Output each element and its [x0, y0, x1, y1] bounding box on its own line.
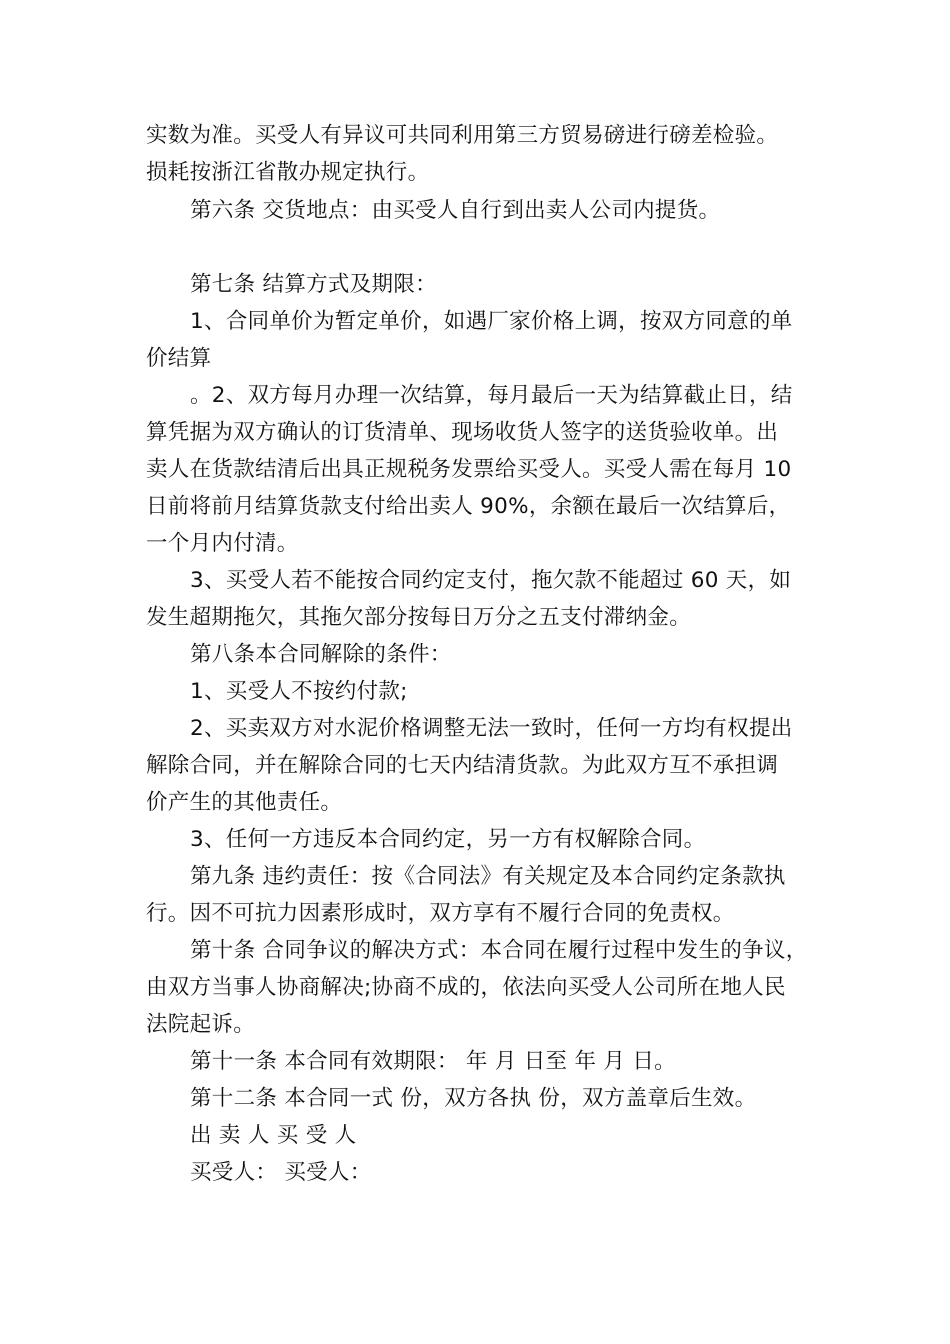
text-line: 损耗按浙江省散办规定执行。	[146, 160, 430, 185]
signature-parties: 出 卖 人 买 受 人	[190, 1123, 357, 1148]
text-line: 行。因不可抗力因素形成时，双方享有不履行合同的免责权。	[146, 901, 735, 926]
text-line: 卖人在货款结清后出具正规税务发票给买受人。买受人需在每月 10	[146, 457, 792, 482]
text-line: 2、买卖双方对水泥价格调整无法一致时，任何一方均有权提出	[190, 716, 793, 741]
text-line: 法院起诉。	[146, 1012, 256, 1037]
text-line: 实数为准。买受人有异议可共同利用第三方贸易磅进行磅差检验。	[146, 123, 779, 148]
text-line: 1、买受人不按约付款;	[190, 679, 408, 704]
section-heading: 第七条 结算方式及期限：	[190, 272, 437, 297]
text-line: 第十二条 本合同一式 份，双方各执 份，双方盖章后生效。	[190, 1086, 757, 1111]
text-line: 一个月内付清。	[146, 531, 299, 556]
text-line: 第九条 违约责任：按《合同法》有关规定及本合同约定条款执	[190, 864, 786, 889]
text-line: 解除合同，并在解除合同的七天内结清货款。为此双方互不承担调	[146, 753, 779, 778]
signature-labels: 买受人： 买受人：	[190, 1160, 372, 1185]
text-line: 。2、双方每月办理一次结算，每月最后一天为结算截止日，结	[190, 383, 793, 408]
text-line: 价结算	[146, 346, 212, 371]
text-line: 3、任何一方违反本合同约定，另一方有权解除合同。	[190, 827, 706, 852]
text-line: 第十一条 本合同有效期限： 年 月 日至 年 月 日。	[190, 1049, 676, 1074]
section-heading: 第八条本合同解除的条件：	[190, 642, 452, 667]
text-line: 价产生的其他责任。	[146, 790, 343, 815]
text-line: 发生超期拖欠，其拖欠部分按每日万分之五支付滞纳金。	[146, 605, 692, 630]
text-line: 由双方当事人协商解决;协商不成的，依法向买受人公司所在地人民	[146, 975, 786, 1000]
text-line: 3、买受人若不能按合同约定支付，拖欠款不能超过 60 天，如	[190, 568, 792, 593]
text-line: 1、合同单价为暂定单价，如遇厂家价格上调，按双方同意的单	[190, 309, 793, 334]
text-line: 日前将前月结算货款支付给出卖人 90%，余额在最后一次结算后，	[146, 494, 791, 519]
text-line: 第十条 合同争议的解决方式：本合同在履行过程中发生的争议，	[190, 938, 808, 963]
text-line: 第六条 交货地点：由买受人自行到出卖人公司内提货。	[190, 198, 721, 223]
text-line: 算凭据为双方确认的订货清单、现场收货人签字的送货验收单。出	[146, 420, 779, 445]
